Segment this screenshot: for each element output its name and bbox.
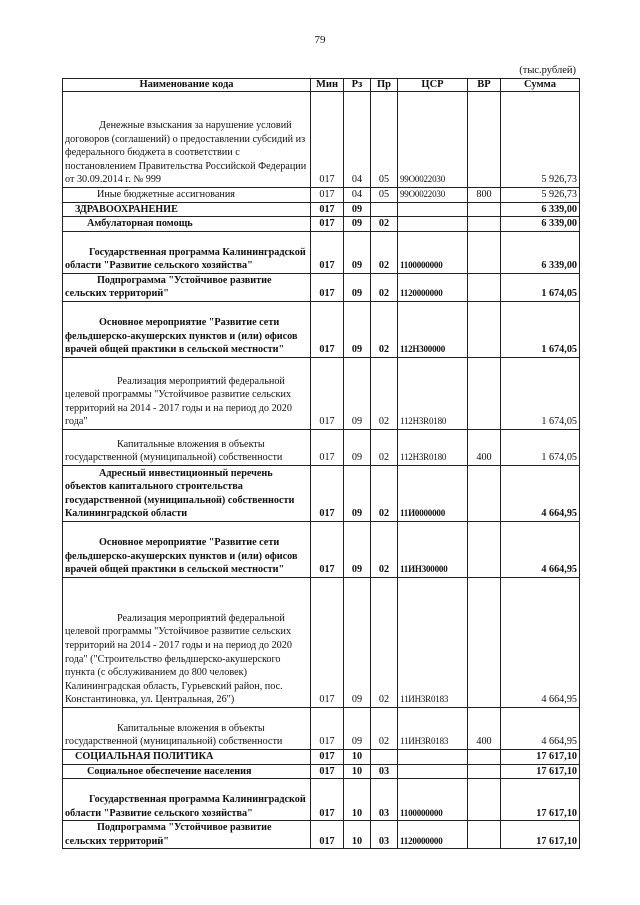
row-sum: 4 664,95 [501, 521, 580, 577]
col-header-sum: Сумма [501, 79, 580, 92]
row-min: 017 [311, 429, 344, 465]
row-sum: 4 664,95 [501, 707, 580, 749]
table-row [63, 707, 580, 749]
row-csr [398, 764, 468, 779]
row-sum: 4 664,95 [501, 577, 580, 707]
table-row [63, 521, 580, 577]
table-row [63, 821, 580, 849]
row-vr [468, 779, 501, 821]
row-name: Подпрограмма "Устойчивое развитие сельских территорий" [63, 273, 311, 301]
row-name: Реализация мероприятий федеральной целевой программы "Устойчивое развитие сельских территорий на 2014 - 2017 годы и на период до 2020 года" [63, 357, 311, 429]
col-header-csr: ЦСР [398, 79, 468, 92]
row-sum: 1 674,05 [501, 357, 580, 429]
row-min: 017 [311, 357, 344, 429]
row-name: Реализация мероприятий федеральной целевой программы "Устойчивое развитие сельских территорий на 2014 - 2017 годы и на период до 2020 года" ("Строительство фельдшерско-акушерского пункта (с обслуживанием до 800 человек) Калининградская область, Гурьевский район, пос. Константиновка, ул. Центральная, 26") [63, 577, 311, 707]
row-csr: 112Н3R0180 [398, 429, 468, 465]
row-name: Капитальные вложения в объекты государственной (муниципальной) собственности [63, 429, 311, 465]
row-min: 017 [311, 764, 344, 779]
row-csr: 1100000000 [398, 779, 468, 821]
row-min: 017 [311, 707, 344, 749]
row-vr [468, 521, 501, 577]
table-row [63, 749, 580, 764]
row-csr: 99О0022030 [398, 92, 468, 188]
row-vr: 400 [468, 429, 501, 465]
col-header-pr: Пр [371, 79, 398, 92]
row-name: Государственная программа Калининградской области "Развитие сельского хозяйства" [63, 779, 311, 821]
row-vr [468, 301, 501, 357]
row-pr: 02 [371, 231, 398, 273]
units-label: (тыс.рублей) [519, 65, 576, 76]
table-row [63, 188, 580, 203]
row-pr: 02 [371, 273, 398, 301]
row-sum: 4 664,95 [501, 465, 580, 521]
row-name: Социальное обеспечение населения [63, 764, 311, 779]
row-csr: 11ИН3R0183 [398, 707, 468, 749]
row-vr [468, 92, 501, 188]
row-rz: 09 [344, 217, 371, 232]
row-csr: 11ИН3R0183 [398, 577, 468, 707]
row-csr: 11ИН300000 [398, 521, 468, 577]
row-csr: 99О0022030 [398, 188, 468, 203]
row-pr: 05 [371, 188, 398, 203]
row-csr: 1120000000 [398, 273, 468, 301]
table-row [63, 764, 580, 779]
row-vr [468, 577, 501, 707]
row-rz: 10 [344, 821, 371, 849]
table-header-row [63, 79, 580, 92]
row-name: Капитальные вложения в объекты государственной (муниципальной) собственности [63, 707, 311, 749]
row-rz: 10 [344, 779, 371, 821]
row-min: 017 [311, 749, 344, 764]
row-rz: 09 [344, 357, 371, 429]
row-name: Подпрограмма "Устойчивое развитие сельских территорий" [63, 821, 311, 849]
row-min: 017 [311, 231, 344, 273]
row-name: ЗДРАВООХРАНЕНИЕ [63, 202, 311, 217]
row-rz: 04 [344, 92, 371, 188]
row-rz: 09 [344, 577, 371, 707]
row-csr: 11И0000000 [398, 465, 468, 521]
col-header-vr: ВР [468, 79, 501, 92]
row-pr: 02 [371, 521, 398, 577]
row-csr [398, 749, 468, 764]
row-vr [468, 231, 501, 273]
row-sum: 1 674,05 [501, 301, 580, 357]
table-row [63, 577, 580, 707]
row-sum: 5 926,73 [501, 188, 580, 203]
row-csr [398, 217, 468, 232]
row-min: 017 [311, 779, 344, 821]
row-min: 017 [311, 202, 344, 217]
row-rz: 09 [344, 301, 371, 357]
row-pr: 03 [371, 764, 398, 779]
row-min: 017 [311, 821, 344, 849]
row-rz: 09 [344, 202, 371, 217]
row-sum: 17 617,10 [501, 749, 580, 764]
row-rz: 09 [344, 273, 371, 301]
row-vr [468, 202, 501, 217]
col-header-min: Мин [311, 79, 344, 92]
row-pr: 03 [371, 779, 398, 821]
table-row [63, 217, 580, 232]
row-csr: 112Н3R0180 [398, 357, 468, 429]
table-row [63, 92, 580, 188]
row-vr [468, 273, 501, 301]
row-vr [468, 217, 501, 232]
row-sum: 6 339,00 [501, 231, 580, 273]
row-rz: 09 [344, 465, 371, 521]
row-vr [468, 821, 501, 849]
row-min: 017 [311, 188, 344, 203]
row-sum: 17 617,10 [501, 764, 580, 779]
row-pr: 02 [371, 465, 398, 521]
col-header-rz: Рз [344, 79, 371, 92]
row-min: 017 [311, 301, 344, 357]
row-csr: 112Н300000 [398, 301, 468, 357]
row-name: Денежные взыскания за нарушение условий договоров (соглашений) о предоставлении субсидий из федерального бюджета в соответствии с постановлением Правительства Российской Федерации от 30.09.2014 г. № 999 [63, 92, 311, 188]
budget-table [62, 78, 580, 849]
row-name: СОЦИАЛЬНАЯ ПОЛИТИКА [63, 749, 311, 764]
row-vr: 800 [468, 188, 501, 203]
row-rz: 09 [344, 231, 371, 273]
page-number: 79 [314, 34, 326, 46]
row-sum: 1 674,05 [501, 273, 580, 301]
row-name: Адресный инвестиционный перечень объектов капитального строительства государственной (муниципальной) собственности Калининградской области [63, 465, 311, 521]
row-min: 017 [311, 92, 344, 188]
table-row [63, 301, 580, 357]
row-vr [468, 357, 501, 429]
row-pr: 05 [371, 92, 398, 188]
table-row [63, 465, 580, 521]
row-name: Основное мероприятие "Развитие сети фельдшерско-акушерских пунктов и (или) офисов врачей общей практики в сельской местности" [63, 521, 311, 577]
table-row [63, 429, 580, 465]
row-name: Государственная программа Калининградской области "Развитие сельского хозяйства" [63, 231, 311, 273]
row-min: 017 [311, 217, 344, 232]
row-min: 017 [311, 273, 344, 301]
row-rz: 10 [344, 749, 371, 764]
row-sum: 6 339,00 [501, 202, 580, 217]
col-header-name: Наименование кода [63, 79, 311, 92]
table-row [63, 273, 580, 301]
row-sum: 17 617,10 [501, 779, 580, 821]
row-rz: 04 [344, 188, 371, 203]
row-sum: 1 674,05 [501, 429, 580, 465]
row-sum: 5 926,73 [501, 92, 580, 188]
row-pr: 02 [371, 577, 398, 707]
row-pr: 02 [371, 301, 398, 357]
row-rz: 10 [344, 764, 371, 779]
row-min: 017 [311, 521, 344, 577]
row-name: Основное мероприятие "Развитие сети фельдшерско-акушерских пунктов и (или) офисов врачей общей практики в сельской местности" [63, 301, 311, 357]
row-pr [371, 749, 398, 764]
row-sum: 17 617,10 [501, 821, 580, 849]
row-pr: 02 [371, 217, 398, 232]
row-vr [468, 465, 501, 521]
row-rz: 09 [344, 521, 371, 577]
row-min: 017 [311, 577, 344, 707]
row-name: Иные бюджетные ассигнования [63, 188, 311, 203]
row-name: Амбулаторная помощь [63, 217, 311, 232]
row-pr: 02 [371, 707, 398, 749]
row-pr: 02 [371, 357, 398, 429]
row-csr: 1100000000 [398, 231, 468, 273]
row-csr [398, 202, 468, 217]
row-csr: 1120000000 [398, 821, 468, 849]
row-min: 017 [311, 465, 344, 521]
row-vr: 400 [468, 707, 501, 749]
row-rz: 09 [344, 429, 371, 465]
row-pr: 02 [371, 429, 398, 465]
row-vr [468, 749, 501, 764]
table-row [63, 202, 580, 217]
table-row [63, 779, 580, 821]
row-pr: 03 [371, 821, 398, 849]
row-rz: 09 [344, 707, 371, 749]
row-pr [371, 202, 398, 217]
table-row [63, 231, 580, 273]
table-row [63, 357, 580, 429]
row-vr [468, 764, 501, 779]
row-sum: 6 339,00 [501, 217, 580, 232]
